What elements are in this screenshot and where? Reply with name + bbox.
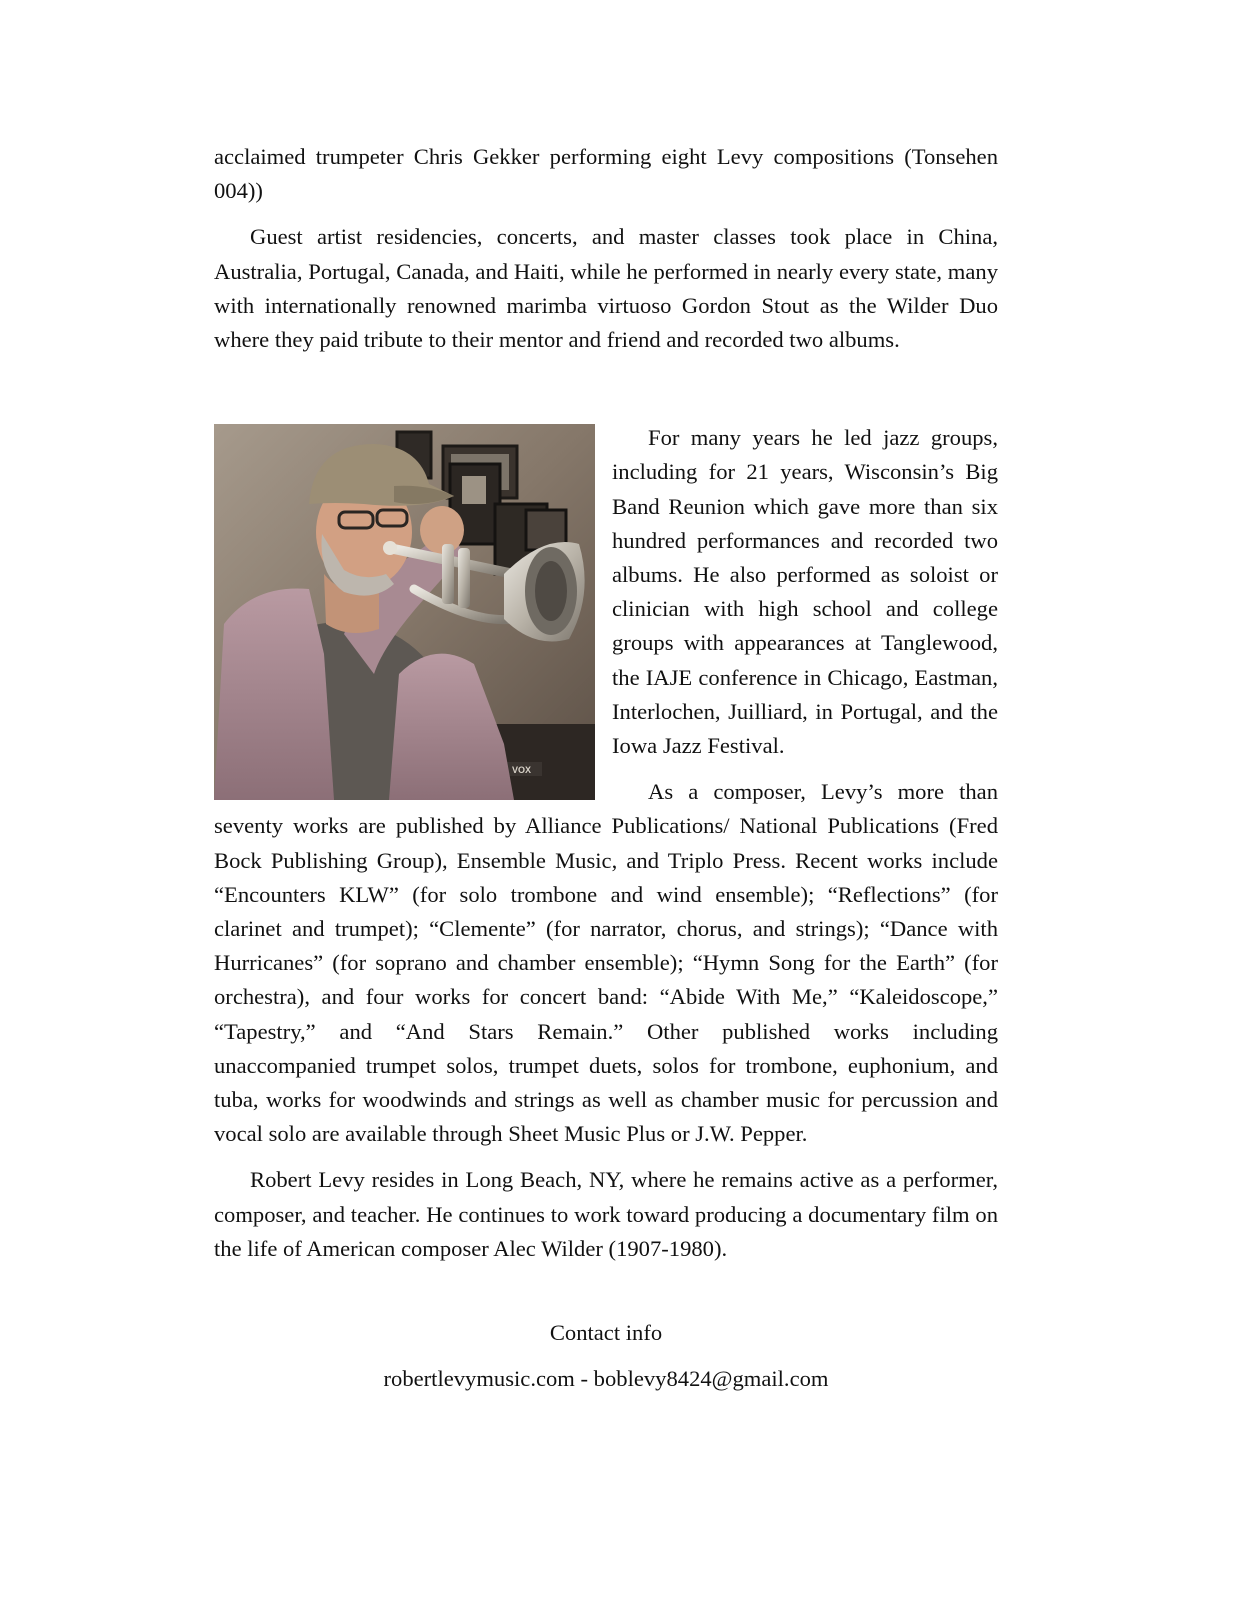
paragraph-composer: As a composer, Levy’s more than seventy works are published by Alliance Publications/ National Publications (Fred Bock Publishing Group), Ensemble Music, and Triplo Press. Recent works include “Encounters KLW” (for solo trombone and wind ensemble); “Reflections” (for clarinet and trumpet); “Clemente” (for narrator, chorus, and strings); “Dance with Hurricanes” (for soprano and chamber ensemble); “Hymn Song for the Earth” (for orchestra), and four works for concert band: “Abide With Me,” “Kaleidoscope,” “Tapestry,” and “And Stars Remain.” Other published works including unaccompanied trumpet solos, trumpet duets, solos for trombone, euphonium, and tuba, works for woodwinds and strings as well as chamber music for percussion and vocal solo are available through Sheet Music Plus or J.W. Pepper. <box>214 779 998 1147</box>
paragraph-jazz: For many years he led jazz groups, including for 21 years, Wisconsin’s Big Band Reunion which gave more than six hundred performances and recorded two albums. He also performed as soloist or clinician with high school and college groups with appearances at Tanglewood, the IAJE conference in Chicago, Eastman, Interlochen, Juilliard, in Portugal, and the Iowa Jazz Festival. <box>612 425 998 759</box>
paragraph-residence: Robert Levy resides in Long Beach, NY, where he remains active as a performer, composer, and teacher. He continues to work toward producing a documentary film on the life of American composer Alec Wilder (1907-1980). <box>214 1167 998 1261</box>
amp-label: VOX <box>512 765 532 776</box>
paragraph-residencies: Guest artist residencies, concerts, and master classes took place in China, Australia, Portugal, Canada, and Haiti, while he performed in nearly every state, many with internationally renowned marimba virtuoso Gordon Stout as the Wilder Duo where they paid tribute to their mentor and friend and recorded two albums. <box>214 224 998 353</box>
contact-title: Contact info <box>549 1320 663 1345</box>
paragraph-continuation: acclaimed trumpeter Chris Gekker performing eight Levy compositions (Tonsehen 004)) <box>214 144 998 204</box>
contact-line: robertlevymusic.com - boblevy8424@gmail.com <box>383 1366 829 1391</box>
document-body <box>214 140 998 1266</box>
trumpeter-photo <box>214 424 595 800</box>
